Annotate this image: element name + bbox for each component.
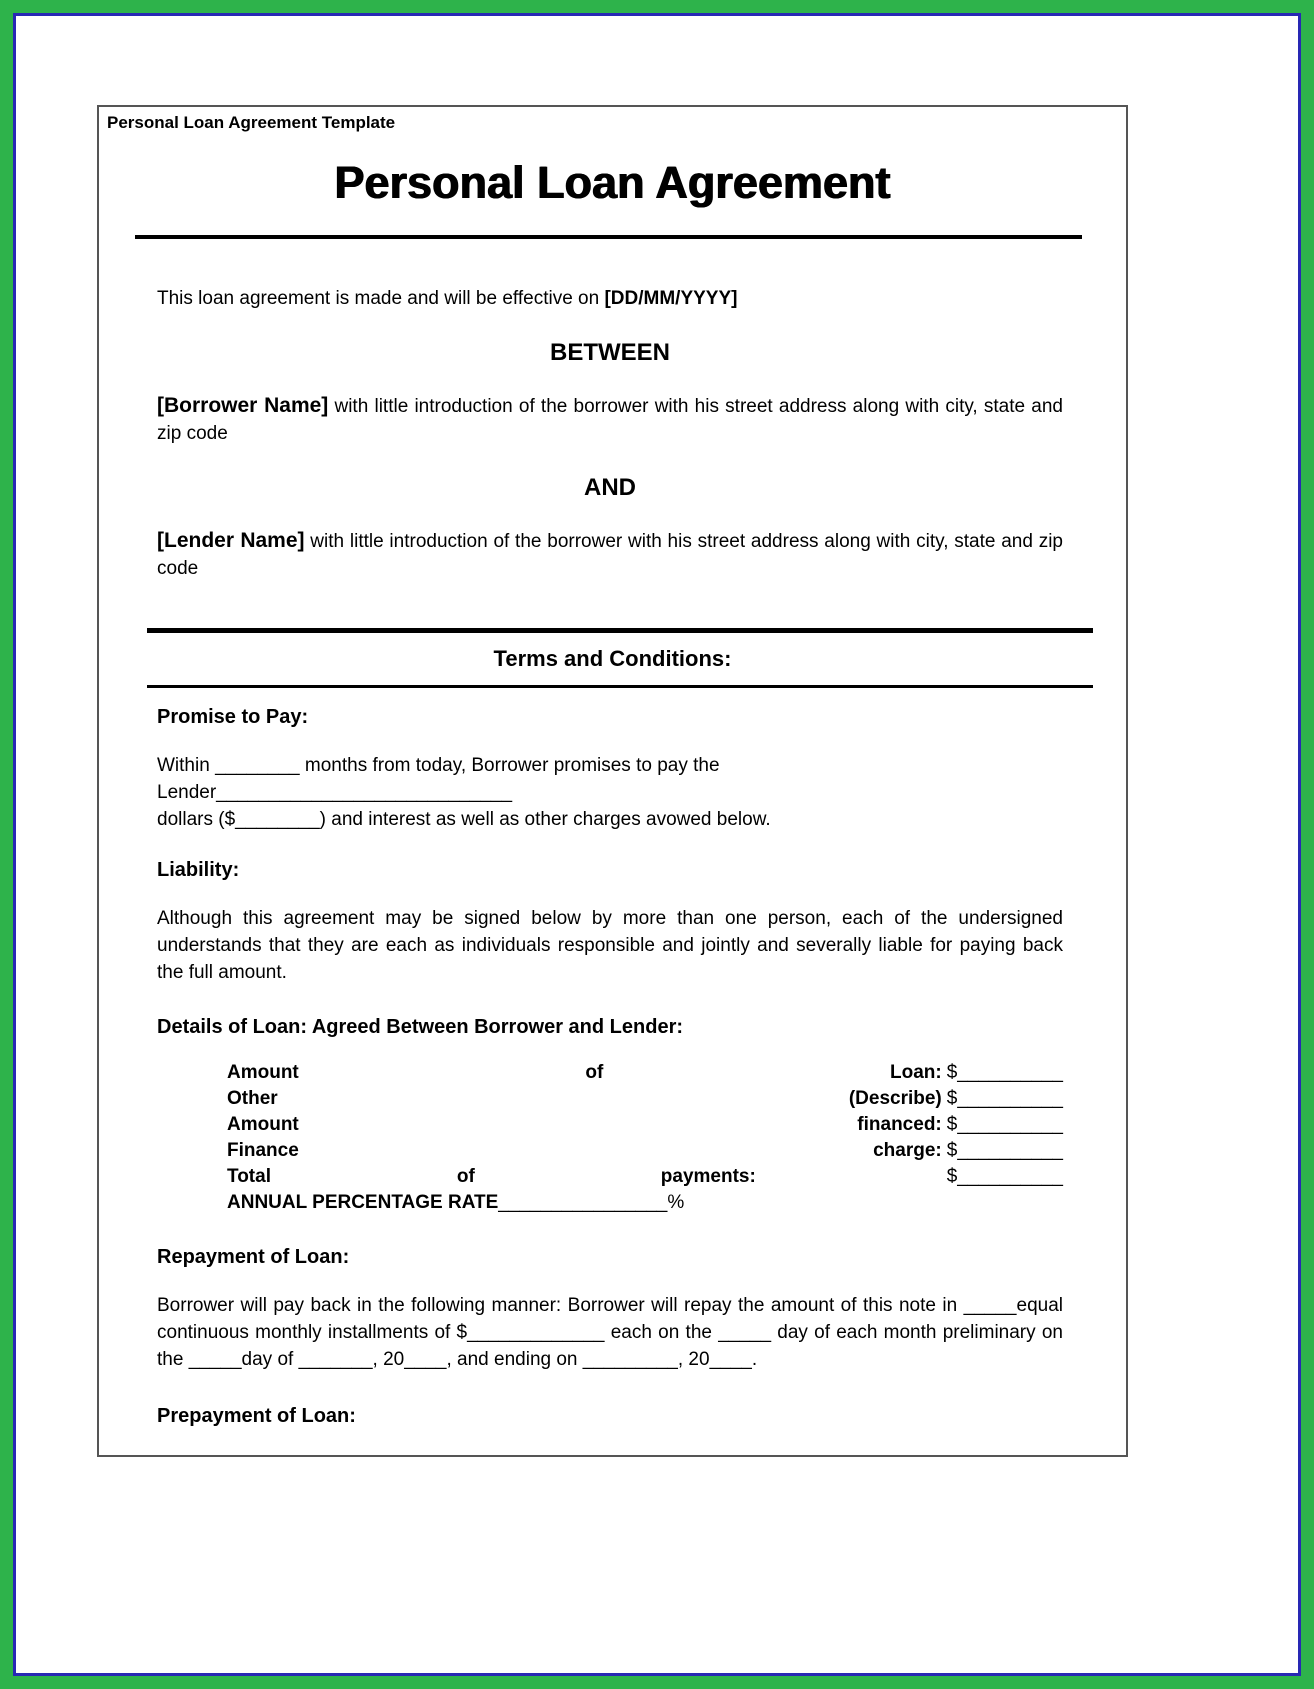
- detail-row-total-of-payments: [227, 1164, 1063, 1190]
- lender-description: with little introduction of the borrower with his street address along with city, state and zip code: [157, 531, 1063, 579]
- borrower-name-placeholder: [Borrower Name]: [157, 394, 329, 417]
- detail-label: (Describe): [848, 1088, 942, 1109]
- promise-heading: Promise to Pay:: [157, 706, 309, 728]
- title-divider: [135, 235, 1082, 239]
- detail-row-amount-financed: [227, 1112, 1063, 1138]
- apr-label: ANNUAL PERCENTAGE RATE: [227, 1192, 499, 1213]
- lender-name-placeholder: [Lender Name]: [157, 529, 305, 552]
- lender-paragraph: [157, 527, 1063, 582]
- detail-row-annual-percentage-rate: [227, 1190, 1063, 1216]
- detail-row-amount-of-loan: [227, 1060, 1063, 1086]
- detail-cell: Finance: [227, 1140, 299, 1161]
- borrower-paragraph: [157, 392, 1063, 447]
- blank-field: $__________: [946, 1088, 1063, 1109]
- borrower-description: with little introduction of the borrower with his street address along with city, state and zip code: [157, 396, 1063, 444]
- detail-label: financed:: [857, 1114, 942, 1135]
- terms-top-divider: [147, 628, 1093, 633]
- repayment-paragraph: Borrower will pay back in the following manner: Borrower will repay the amount of this note in _____equal continuous monthly installments of $_____________ each on the _____ day of each month preliminary on the _____day of _______, 20____, and ending on _________, 20____.: [157, 1295, 1063, 1370]
- detail-value-group: [890, 1060, 1063, 1086]
- blank-field: ________________%: [498, 1192, 685, 1213]
- date-placeholder: [DD/MM/YYYY]: [604, 288, 738, 309]
- effective-text: This loan agreement is made and will be effective on: [157, 288, 605, 309]
- detail-label: charge:: [873, 1140, 942, 1161]
- repayment-heading: Repayment of Loan:: [157, 1246, 350, 1268]
- detail-value-group: [873, 1138, 1063, 1164]
- detail-row-other-describe: [227, 1086, 1063, 1112]
- decorative-blue-frame: [13, 13, 1301, 1676]
- blank-field: $__________: [946, 1114, 1063, 1135]
- liability-heading: Liability:: [157, 859, 240, 881]
- detail-row-finance-charge: [227, 1138, 1063, 1164]
- detail-cell: of: [456, 1166, 475, 1187]
- loan-details-heading: Details of Loan: Agreed Between Borrower and Lender:: [157, 1016, 684, 1038]
- detail-label: payments:: [660, 1166, 756, 1187]
- liability-paragraph: Although this agreement may be signed below by more than one person, each of the undersigned understands that they are each as individuals responsible and jointly and severally liable for paying back the full amount.: [157, 908, 1063, 983]
- detail-cell: Amount: [227, 1114, 299, 1135]
- prepayment-heading: Prepayment of Loan:: [157, 1405, 356, 1427]
- effective-date-line: [157, 285, 1063, 312]
- detail-label: Loan:: [890, 1062, 942, 1083]
- promise-paragraph: [157, 752, 1063, 833]
- terms-bottom-divider: [147, 685, 1093, 688]
- template-label: Personal Loan Agreement Template: [107, 113, 396, 132]
- and-heading: AND: [584, 474, 636, 501]
- promise-line-2: dollars ($________) and interest as well as other charges avowed below.: [157, 809, 771, 830]
- blank-field: $__________: [946, 1062, 1063, 1083]
- blank-field: $__________: [946, 1166, 1063, 1187]
- loan-details-table: [157, 1060, 1063, 1216]
- document-body: [99, 285, 1126, 582]
- detail-cell: Amount: [227, 1062, 299, 1083]
- detail-value-group: [849, 1086, 1063, 1112]
- blank-field: $__________: [946, 1140, 1063, 1161]
- terms-body: [99, 704, 1126, 1429]
- terms-heading: Terms and Conditions:: [493, 646, 732, 671]
- between-heading: BETWEEN: [550, 339, 670, 366]
- document-title: Personal Loan Agreement: [334, 157, 891, 208]
- detail-cell: Other: [227, 1088, 278, 1109]
- promise-line-1: Within ________ months from today, Borrower promises to pay the Lender____________________________: [157, 755, 720, 803]
- detail-cell: of: [585, 1062, 604, 1083]
- detail-cell: Total: [227, 1166, 271, 1187]
- document-page: [97, 105, 1128, 1457]
- detail-value-group: [857, 1112, 1063, 1138]
